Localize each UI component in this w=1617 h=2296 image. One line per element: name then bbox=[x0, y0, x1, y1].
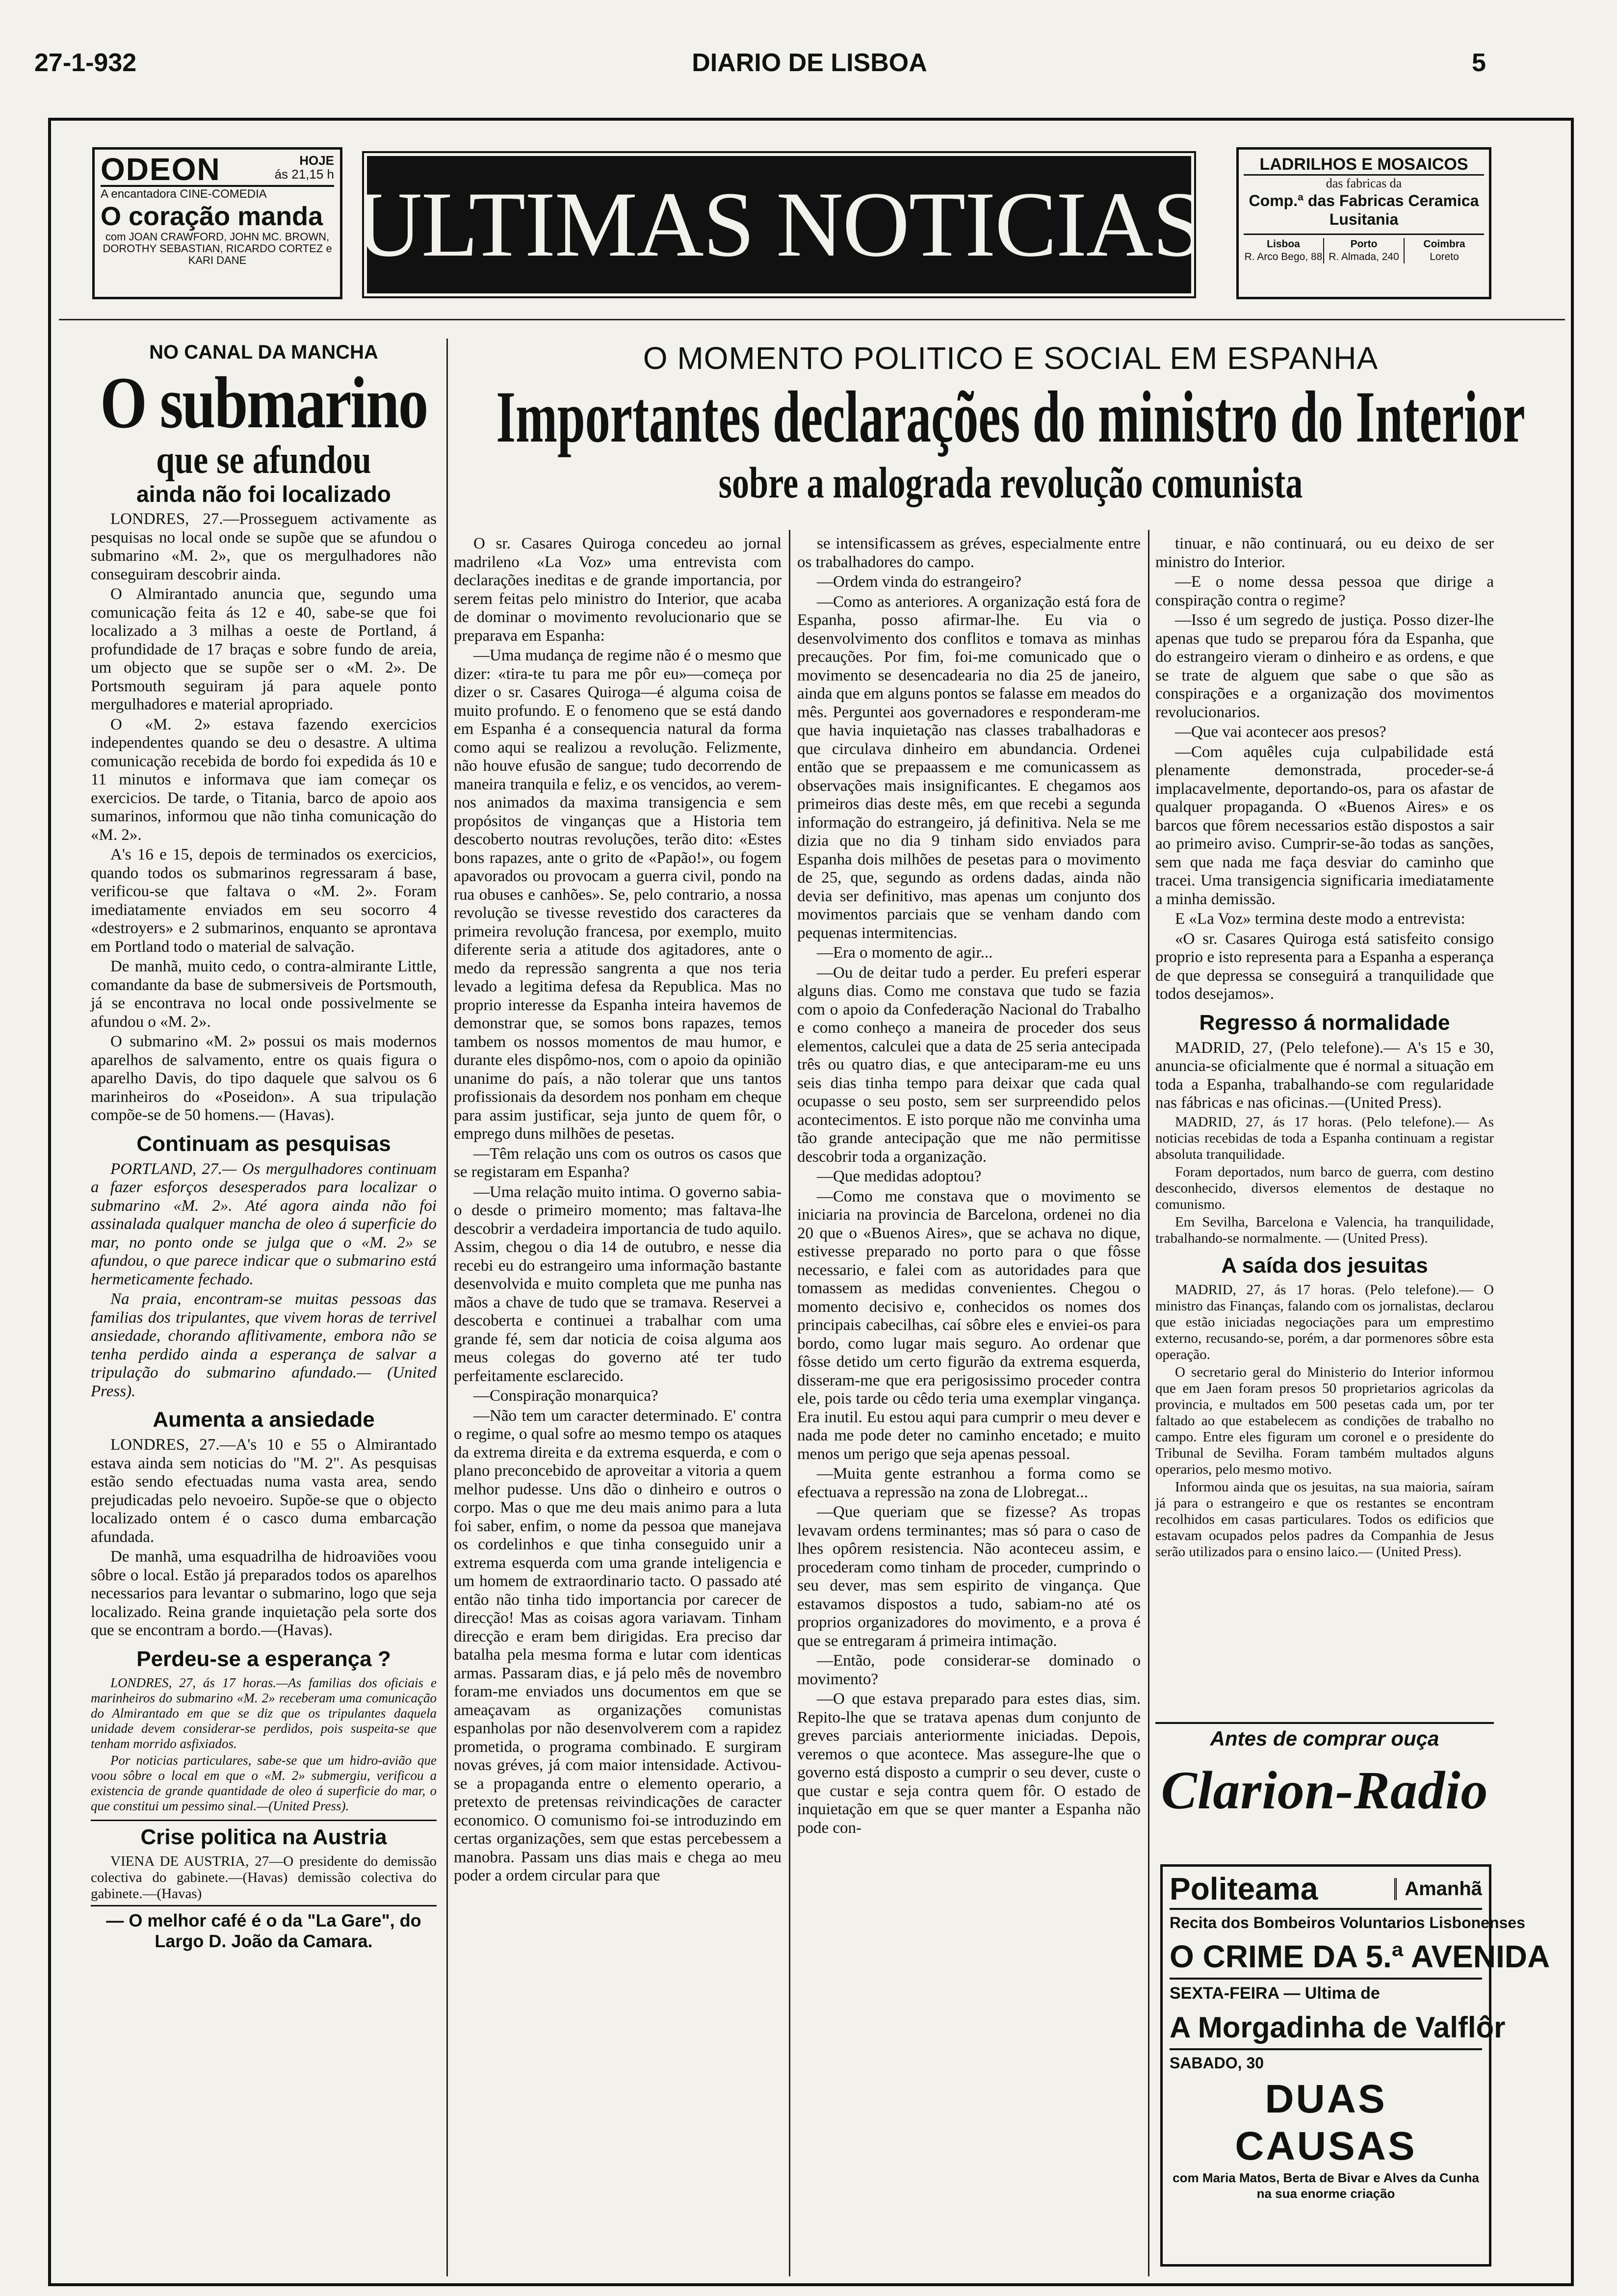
paragraph: —Não tem um caracter determinado. E' contra o regime, o qual sofre ao mesmo tempo os ataques da extrema direita e da extrema esquerda, e com o plano preconcebido de aproveitar a vitoria a quem melhor pudesse. Uns dão o dinheiro e outros o corpo. Mas o que me deu mais animo para a luta foi saber, enfim, o nome da pessoa que manejava os cordelinhos e que tinha conseguido unir a extrema esquerda com uma grande inteligencia e um homem de extraordinario tacto. O passado até então não tinha tido importancia por carecer de direcção! Mas as coisas agora variavam. Tinham direcção e eram bem dirigidas. Era preciso dar batalha pela mesma forma e lutar com identicas armas. Passaram dias, e já pelo mês de novembro foram-me enviados uns documentos em que se ameaçavam as organizações comunistas espanholas por não desenvolverem com a rapidez prometida, o programa combinado. E surgiram novas gréves, já com maior intensidade. Activou-se a propaganda entre o elemento operario, a pretexto de pretensas reivindicações de caracter economico. O comunismo foi-se introduzindo em certas organizações, sem que estas percebessem a manobra. Passam uns dias mais e chega ao meu poder a ordem circular para que bbox=[454, 1407, 782, 1884]
subhead: Crise politica na Austria bbox=[91, 1820, 437, 1851]
paragraph: Por noticias particulares, sabe-se que um hidro-avião que voou sôbre o local em que o «M. 2» submergiu, verificou a existencia de grande quantidade de oleo á superficie do mar, o que constitui um pessimo sinal.—(United Press). bbox=[91, 1752, 437, 1813]
odeon-time: ás 21,15 h bbox=[274, 167, 334, 182]
spain-column-3 bbox=[1155, 535, 1494, 1717]
submarine-headline-2: que se afundou bbox=[156, 439, 371, 482]
politeama-play3: DUAS CAUSAS bbox=[1235, 2077, 1417, 2168]
paragraph: Informou ainda que os jesuitas, na sua maioria, saíram já para o estrangeiro e que os restantes se encontram recolhidos em casas particulares. Todos os edificios que estavam ocupados pelos padres da Companhia de Jesus serão utilizados para o ensino laico.— (United Press). bbox=[1155, 1479, 1494, 1560]
paragraph: O sr. Casares Quiroga concedeu ao jornal madrileno «La Voz» uma entrevista com declarações ineditas e de grande importancia, por serem feitas pelo ministro do Interior, que acaba de dominar o movimento revolucionario que se preparava em Espanha: bbox=[454, 535, 782, 645]
odeon-ad bbox=[92, 147, 342, 299]
tiles-city-2: Porto bbox=[1350, 238, 1378, 250]
paragraph: —Uma mudança de regime não é o mesmo que dizer: «tira-te tu para me pôr eu»—começa por dizer o sr. Casares Quiroga—é alguma coisa de muito profundo. E o fenomeno que se está dando em Espanha é a consequencia natural da forma como aqui se realizou a revolução. Felizmente, não houve efusão de sangue; tudo decorrendo de maneira tranquila e feliz, e os vencidos, ao verem-nos animados da maxima transigencia e sem propósitos de vinganças que a Historia tem descoberto noutras revoluções, terão dito: «Estes bons rapazes, ante o grito de «Papão!», ou fogem apavorados ou provocam a guerra civil, pondo na rua obuses e canhões». Se, pelo contrario, a nossa revolução se tivesse revestido dos caracteres da primeira revolução francesa, por exemplo, muito diferente seria a atitude dos agitadores, ante o medo da repressão sangrenta a que nos teria levado a legitima defesa da Republica. Mas no proprio interesse da Espanha inteira havemos de demonstrar que, se somos bons rapazes, temos tambem os nossos momentos de mau humor, e durante eles dispômo-nos, com o apoio da opinião unanime do país, a não tolerar que uns tantos profissionais da desordem nos ponham em cheque para assim justificar, seja junto de quem fôr, o emprego duns milhões de pesetas. bbox=[454, 647, 782, 1143]
odeon-film: O coração manda bbox=[101, 202, 323, 231]
paragraph: —Têm relação uns com os outros os casos que se registaram em Espanha? bbox=[454, 1145, 782, 1181]
spain-subhead: sobre a malograda revolução comunista bbox=[718, 459, 1303, 507]
paragraph: MADRID, 27, ás 17 horas. (Pelo telefone).— O ministro das Finanças, falando com os jornalistas, declarou que estão iniciadas negociações para um emprestimo externo, recusando-se, porém, a dar pormenores sôbre esta operação. bbox=[1155, 1281, 1494, 1362]
paragraph: —E o nome dessa pessoa que dirige a conspiração contra o regime? bbox=[1155, 573, 1494, 609]
politeama-name: Politeama bbox=[1170, 1871, 1318, 1906]
paragraph: LONDRES, 27, ás 17 horas.—As familias dos oficiais e marinheiros do submarino «M. 2» receberam uma comunicação do Almirantado em que se diz que os tripulantes daquela unidade devem considerar-se perdidos, pois suspeita-se que tenham morrido asfixiados. bbox=[91, 1675, 437, 1751]
paragraph: —Como me constava que o movimento se iniciaria na provincia de Barcelona, ordenei no dia 20 que o «Buenos Aires», que se achava no dique, estivesse preparado no porto para o que fôsse necessario, e falei com as autoridades para que tomassem as medidas convenientes. Chegou o momento decisivo e, conhecidos os nomes dos principais cabecilhas, caí sôbre eles e enviei-os para bordo, como lugar mais seguro. Ao ordenar que fôsse detido um certo figurão da extrema esquerda, disseram-me que era perigosissimo proceder contra ele, pois tarde ou cêdo teria uma exemplar vingança. Era inutil. Eu estou aqui para cumprir o meu dever e nada me pode deter no caminho encetado; e muito menos um perigo que seja apenas pessoal. bbox=[797, 1187, 1141, 1463]
paragraph: —Isso é um segredo de justiça. Posso dizer-lhe apenas que tudo se preparou fóra da Espanha, que do estrangeiro vieram o dinheiro e as ordens, e que se trate de alguem que sabe o que são as conspirações e a organização dos movimentos revolucionarios. bbox=[1155, 611, 1494, 721]
paragraph: A's 16 e 15, depois de terminados os exercicios, quando todos os submarinos regressaram á base, verificou-se que faltava o «M. 2». Foram imediatamente enviados em seu socorro 4 «destroyers» e 2 submarinos, enquanto se aprontava em Portland todo o material de salvação. bbox=[91, 846, 437, 956]
column-rule-2 bbox=[789, 530, 790, 2276]
odeon-kind: A encantadora CINE-COMEDIA bbox=[101, 187, 267, 201]
paragraph: —Conspiração monarquica? bbox=[473, 1387, 658, 1405]
submarine-headline-3: ainda não foi localizado bbox=[136, 481, 391, 507]
politeama-ad bbox=[1160, 1864, 1550, 2267]
spain-column-1 bbox=[454, 535, 782, 2281]
cafe-footer: — O melhor café é o da "La Gare", do Largo D. João da Camara. bbox=[91, 1905, 437, 1952]
ultimas-noticias-banner bbox=[355, 156, 1203, 293]
tiles-city-1: Lisboa bbox=[1267, 238, 1300, 250]
paragraph: LONDRES, 27.—A's 10 e 55 o Almirantado estava ainda sem noticias do "M. 2". As pesquisas estão sendo efectuadas numa vasta area, sendo prejudicadas pelo nevoeiro. Supõe-se que o objecto localizado ontem é o casco duma embarcação afundada. bbox=[91, 1436, 437, 1546]
tiles-address-3: Loreto bbox=[1430, 251, 1459, 262]
page-number: 5 bbox=[1472, 49, 1486, 77]
odeon-when: HOJE bbox=[299, 153, 334, 168]
paragraph: LONDRES, 27.—Prosseguem activamente as pesquisas no local onde se supõe que se afundou o submarino «M. 2», que os mergulhadores não conseguiram descobrir ainda. bbox=[91, 510, 437, 583]
tiles-title: LADRILHOS E MOSAICOS bbox=[1244, 155, 1484, 176]
politeama-line2: SEXTA-FEIRA — Ultima de bbox=[1170, 1984, 1380, 2003]
paragraph: VIENA DE AUSTRIA, 27—O presidente do demissão colectiva do gabinete.—(Havas) demissão colectiva do gabinete.—(Havas) bbox=[91, 1853, 437, 1902]
paragraph: Na praia, encontram-se muitas pessoas das familias dos tripulantes, que vivem horas de terrivel ansiedade, chorando aflitivamente, embora não se tenha perdido ainda a esperança de salvar a tripulação do submarino afundado.— (United Press). bbox=[91, 1290, 437, 1400]
paragraph: —Então, pode considerar-se dominado o movimento? bbox=[797, 1652, 1141, 1688]
politeama-line1: Recita dos Bombeiros Voluntarios Lisbonenses bbox=[1170, 1914, 1525, 1931]
subhead: Perdeu-se a esperança ? bbox=[136, 1646, 391, 1671]
odeon-name: ODEON bbox=[101, 152, 221, 187]
paragraph: —Era o momento de agir... bbox=[817, 944, 993, 962]
newspaper-name: DIARIO DE LISBOA bbox=[692, 49, 927, 77]
clarion-radio-ad bbox=[1155, 1722, 1494, 1850]
spain-headline: Importantes declarações do ministro do Interior bbox=[496, 376, 1525, 458]
paragraph: MADRID, 27, (Pelo telefone).— A's 15 e 30, anuncia-se oficialmente que é normal a situação em toda a Espanha, trabalhando-se com regularidade nas fábricas e nas oficinas.—(United Press). bbox=[1155, 1039, 1494, 1112]
paragraph: tinuar, e não continuará, ou eu deixo de ser ministro do Interior. bbox=[1155, 535, 1494, 571]
paragraph: —Com aquêles cuja culpabilidade está plenamente demonstrada, proceder-se-á implacavelmente, deportando-os, para os afastar de qualquer propaganda. O «Buenos Aires» e os barcos que fôrem necessarios estão dispostos a sair ao primeiro aviso. Cumprir-se-ão todas as sanções, sem que nada me faça desviar do caminho que tracei. Uma transigencia significaria imediatamente a minha demissão. bbox=[1155, 743, 1494, 908]
paragraph: —Uma relação muito intima. O governo sabia-o desde o primeiro momento; mas faltava-lhe descobrir a verdadeira importancia de tudo aquilo. Assim, chegou o dia 14 de outubro, e nesse dia recebi eu do estrangeiro uma informação bastante desenvolvida e muito completa que me punha nas mãos a chave de tudo que se tramava. Reservei a descoberta e continuei a trabalhar com uma grande fé, sem dar noticia de coisa alguma aos meus colegas do governo até ter tudo perfeitamente esclarecido. bbox=[454, 1183, 782, 1385]
paragraph: —O que estava preparado para estes dias, sim. Repito-lhe que se tratava apenas dum conjunto de greves parciais anteriormente iniciadas. Depois, veremos o que acontece. Mas assegure-lhe que o governo está disposto a cumprir o seu dever, custe o que custar e seja contra quem fôr. O estado de inquietação em que se quer manter a Espanha não pode con- bbox=[797, 1690, 1141, 1837]
tiles-company: Comp.ª das Fabricas Ceramica Lusitania bbox=[1249, 192, 1479, 228]
subhead: Regresso á normalidade bbox=[1199, 1010, 1450, 1035]
politeama-cast: com Maria Matos, Berta de Bivar e Alves da Cunha na sua enorme criação bbox=[1173, 2170, 1479, 2201]
politeama-play2: A Morgadinha de Valflôr bbox=[1170, 2007, 1482, 2050]
tiles-city-3: Coimbra bbox=[1423, 238, 1465, 250]
paragraph: O «M. 2» estava fazendo exercicios independentes quando se deu o desastre. A ultima comunicação recebida de bordo foi expedida ás 10 e 11 minutos e informava que iam começar os exercicios. De tarde, o Titania, barco de apoio aos sumarinos, informou que não tinha comunicação do «M. 2». bbox=[91, 715, 437, 844]
column-rule-1 bbox=[446, 339, 448, 2276]
radio-line: Antes de comprar ouça bbox=[1210, 1727, 1439, 1750]
paragraph: Em Sevilha, Barcelona e Valencia, ha tranquilidade, trabalhando-se normalmente. — (United Press). bbox=[1155, 1214, 1494, 1246]
paragraph: «O sr. Casares Quiroga está satisfeito consigo proprio e isto representa para a Espanha a esperança de que depressa se conseguirá a tranquilidade que todos desejamos». bbox=[1155, 930, 1494, 1003]
paragraph: E «La Voz» termina deste modo a entrevista: bbox=[1175, 910, 1465, 928]
politeama-play1: O CRIME DA 5.ª AVENIDA bbox=[1170, 1935, 1482, 1980]
submarine-kicker: NO CANAL DA MANCHA bbox=[149, 341, 378, 363]
column-rule-3 bbox=[1148, 530, 1149, 2276]
issue-date: 27-1-932 bbox=[34, 49, 137, 77]
paragraph: —Ordem vinda do estrangeiro? bbox=[817, 573, 1021, 591]
paragraph: —Que queriam que se fizesse? As tropas levavam ordens terminantes; mas só para o caso de lhes opôrem resistencia. Não aconteceu assim, e procederam como tinham de proceder, cumprindo o seu dever, mas sem espirito de vingança. Que estavamos dispostos a tudo, sabiam-no até os proprios organizadores do movimento, e a prova é que se entregaram á primeira intimação. bbox=[797, 1503, 1141, 1650]
politeama-tag: Amanhã bbox=[1394, 1878, 1482, 1900]
submarine-article bbox=[91, 339, 437, 2281]
paragraph: De manhã, uma esquadrilha de hidroaviões voou sôbre o local. Estão já preparados todos os aparelhos necessarios para levantar o submarino, logo que seja localizado. Reina grande inquietação pela sorte dos que se encontram a bordo.—(Havas). bbox=[91, 1548, 437, 1639]
paragraph: se intensificassem as gréves, especialmente entre os trabalhadores do campo. bbox=[797, 535, 1141, 571]
paragraph: De manhã, muito cedo, o contra-almirante Little, comandante da base de submersiveis de Portsmouth, já se encontrava no local onde possivelmente se afundou o «M. 2». bbox=[91, 958, 437, 1031]
spain-headline-block bbox=[454, 339, 1567, 530]
top-rule bbox=[59, 319, 1565, 320]
paragraph: MADRID, 27, ás 17 horas. (Pelo telefone).— As noticias recebidas de toda a Espanha continuam a registar absoluta tranquilidade. bbox=[1155, 1114, 1494, 1162]
odeon-cast: com JOAN CRAWFORD, JOHN MC. BROWN, DOROTHY SEBASTIAN, RICARDO CORTEZ e KARI DANE bbox=[103, 231, 332, 266]
paragraph: —Que medidas adoptou? bbox=[817, 1168, 982, 1185]
paragraph: —Como as anteriores. A organização está fora de Espanha, posso afirmar-lhe. Eu via o desenvolvimento dos conflitos e tomava as minhas precauções. Por fim, foi-me comunicado que o movimento se desencadearia no dia 25 de janeiro, ainda que em alguns pontos se falasse em meados do mês. Perguntei aos governadores e responderam-me que havia inquietação nas classes trabalhadoras e que circulava dinheiro em abundancia. Ordenei então que se prepaassem e me comunicassem as observações mais insignificantes. E chegamos aos primeiros dias deste mês, em que recebi a segunda informação do estrangeiro, já definitiva. Nela se me dizia que no dia 9 tinham sido enviados para Espanha dois milhões de pesetas para o movimento de 25, que, segundo as ordens dadas, ainda não devia ser definitivo, mas apenas um conjunto dos movimentos parciais que se venham dando com pequenas intermitencias. bbox=[797, 593, 1141, 942]
tiles-address-1: R. Arco Bego, 88 bbox=[1244, 251, 1323, 262]
radio-brand: Clarion-Radio bbox=[1161, 1760, 1488, 1820]
subhead: A saída dos jesuitas bbox=[1221, 1253, 1428, 1278]
banner-title: ULTIMAS NOTICIAS bbox=[355, 173, 1203, 276]
spain-column-2 bbox=[797, 535, 1141, 2281]
subhead: Aumenta a ansiedade bbox=[153, 1408, 375, 1432]
paragraph: O Almirantado anuncia que, segundo uma comunicação feita ás 12 e 40, sabe-se que foi localizado a 3 milhas a oeste de Portland, á profundidade de 17 braças e sobre fundo de areia, um objecto que se supõe ser o «M. 2». De Portsmouth seguiram já para aquele ponto mergulhadores e material apropriado. bbox=[91, 585, 437, 713]
tiles-ad bbox=[1236, 147, 1491, 299]
paragraph: Foram deportados, num barco de guerra, com destino desconhecido, diversos elementos de destaque no comunismo. bbox=[1155, 1164, 1494, 1212]
paragraph: O secretario geral do Ministerio do Interior informou que em Jaen foram presos 50 proprietarios agricolas da provincia, e multados em 500 pesetas cada um, por ter faltado ao que estabelecem as condições de trabalho no campo. Entre eles figuram um coronel e o presidente do Tribunal de Sevilha. Foram também multados alguns operarios, pelo mesmo motivo. bbox=[1155, 1364, 1494, 1477]
paragraph: O submarino «M. 2» possui os mais modernos aparelhos de salvamento, entre os quais figura o aparelho Davis, do tipo daquele que salvou os 6 marinheiros do «Poseidon». A sua tripulação compõe-se de 50 homens.— (Havas). bbox=[91, 1033, 437, 1124]
tiles-line1: das fabricas da bbox=[1326, 176, 1402, 190]
paragraph: —Ou de deitar tudo a perder. Eu preferi esperar alguns dias. Como me constava que tudo se fazia com o apoio da Confederação Nacional do Trabalho e como conheço a maneira de proceder dos seus elementos, calculei que a data de 25 seria antecipada três ou quatro dias, e que anteciparam-me eu uns seis dias tinha tempo para deixar que cada qual ocupasse o seu posto, sem ser surpreendido pelos acontecimentos. E isto porque não me convinha uma tão grande antecipação que me não permitisse descobrir toda a organização. bbox=[797, 964, 1141, 1166]
paragraph: —Que vai acontecer aos presos? bbox=[1175, 723, 1386, 741]
paragraph: PORTLAND, 27.— Os mergulhadores continuam a fazer esforços desesperados para localizar o submarino «M. 2». Até agora ainda não foi assinalada qualquer mancha de oleo á superficie do mar, no ponto onde se julga que o «M. 2» se afundou, o que parece indicar que o submarino está hermeticamente fechado. bbox=[91, 1160, 437, 1288]
politeama-line3: SABADO, 30 bbox=[1170, 2054, 1264, 2072]
spain-kicker: O MOMENTO POLITICO E SOCIAL EM ESPANHA bbox=[643, 340, 1379, 376]
submarine-headline: O submarino bbox=[100, 362, 427, 444]
subhead: Continuam as pesquisas bbox=[136, 1131, 391, 1156]
tiles-address-2: R. Almada, 240 bbox=[1329, 251, 1399, 262]
paragraph: —Muita gente estranhou a forma como se efectuava a repressão na zona de Llobregat... bbox=[797, 1465, 1141, 1501]
